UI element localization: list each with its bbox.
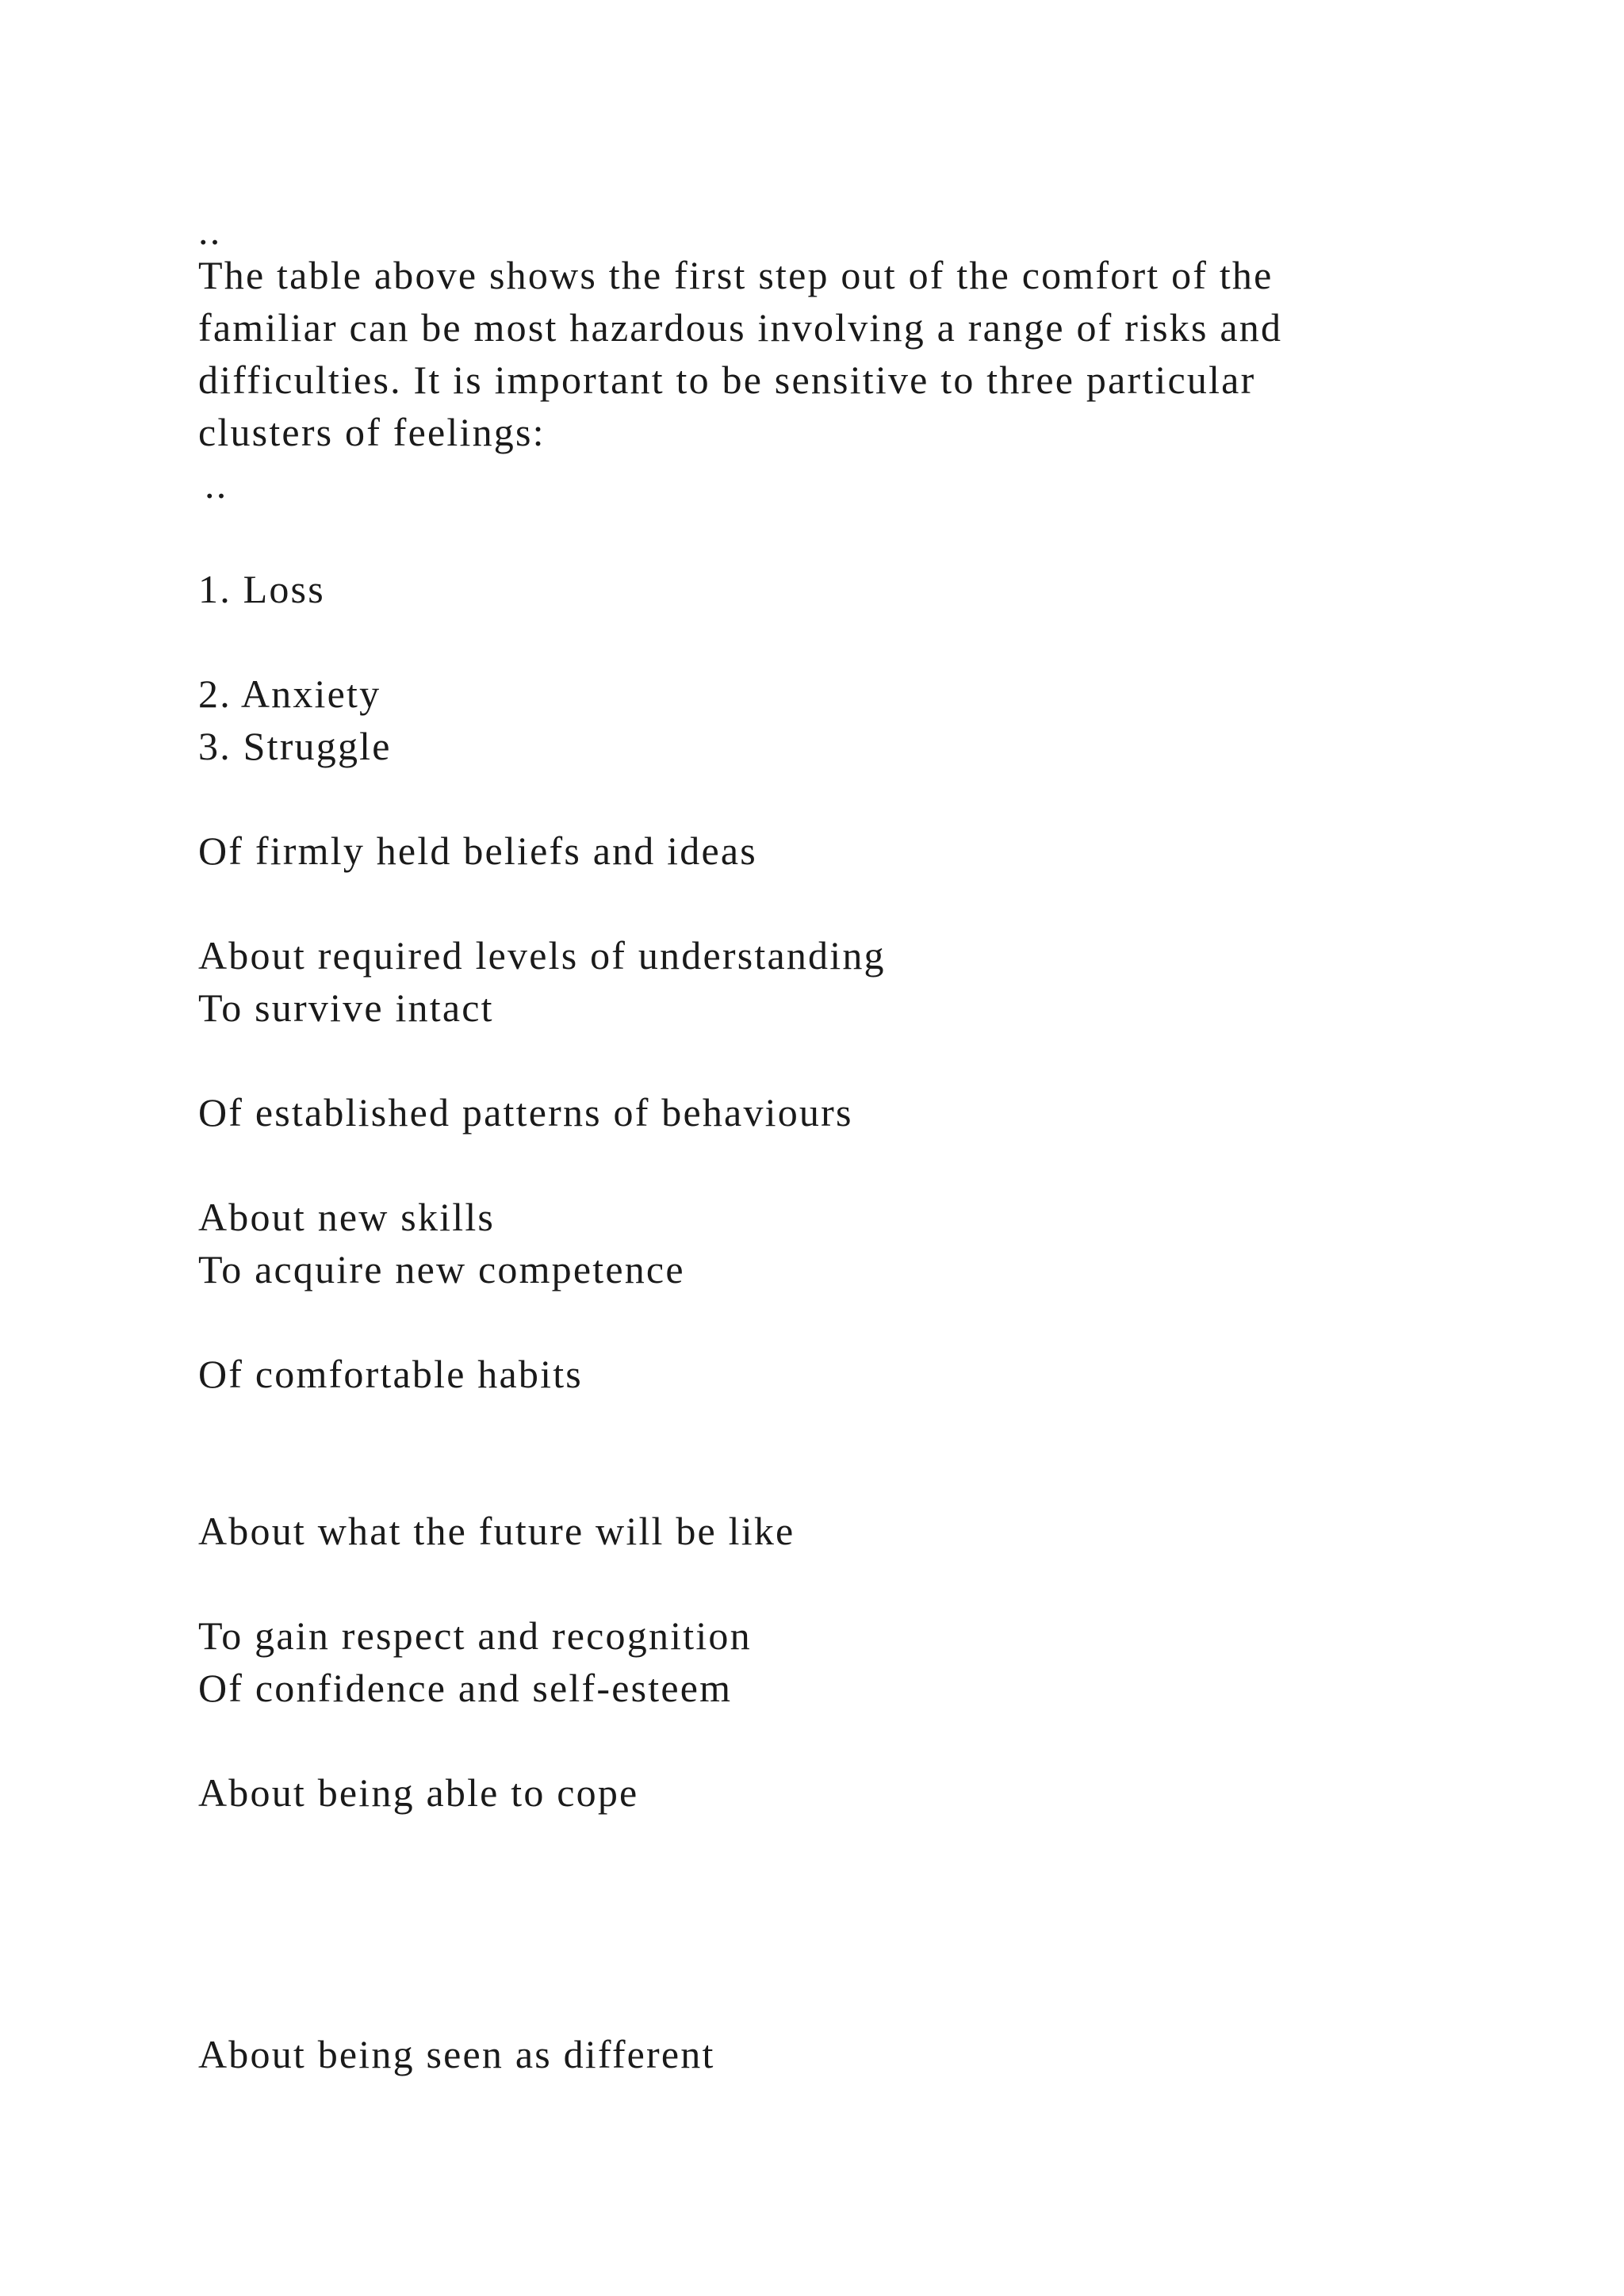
list-item-anxiety: 2. Anxiety	[198, 672, 381, 716]
list-item-struggle: 3. Struggle	[198, 724, 392, 768]
intro-line: difficulties. It is important to be sensitive to three particular	[198, 358, 1256, 402]
intro-line: familiar can be most hazardous involving a range of risks and	[198, 305, 1283, 350]
separator-dots: ..	[205, 462, 228, 507]
list-item-loss: 1. Loss	[198, 567, 325, 611]
entry-line: Of confidence and self-esteem	[198, 1666, 733, 1710]
entry-line: About being able to cope	[198, 1770, 639, 1815]
entry-line: About what the future will be like	[198, 1509, 795, 1553]
entry-line: About being seen as different	[198, 2032, 715, 2076]
entry-line: Of firmly held beliefs and ideas	[198, 828, 757, 873]
entry-line: Of established patterns of behaviours	[198, 1090, 853, 1135]
separator-dots: ..	[198, 209, 222, 253]
intro-line: clusters of feelings:	[198, 410, 546, 454]
entry-line: To acquire new competence	[198, 1247, 685, 1292]
entry-line: Of comfortable habits	[198, 1352, 583, 1396]
entry-line: About required levels of understanding	[198, 933, 886, 978]
entry-line: To gain respect and recognition	[198, 1613, 752, 1658]
entry-line: To survive intact	[198, 985, 494, 1030]
intro-line: The table above shows the first step out of the comfort of the	[198, 253, 1274, 297]
entry-line: About new skills	[198, 1195, 496, 1239]
